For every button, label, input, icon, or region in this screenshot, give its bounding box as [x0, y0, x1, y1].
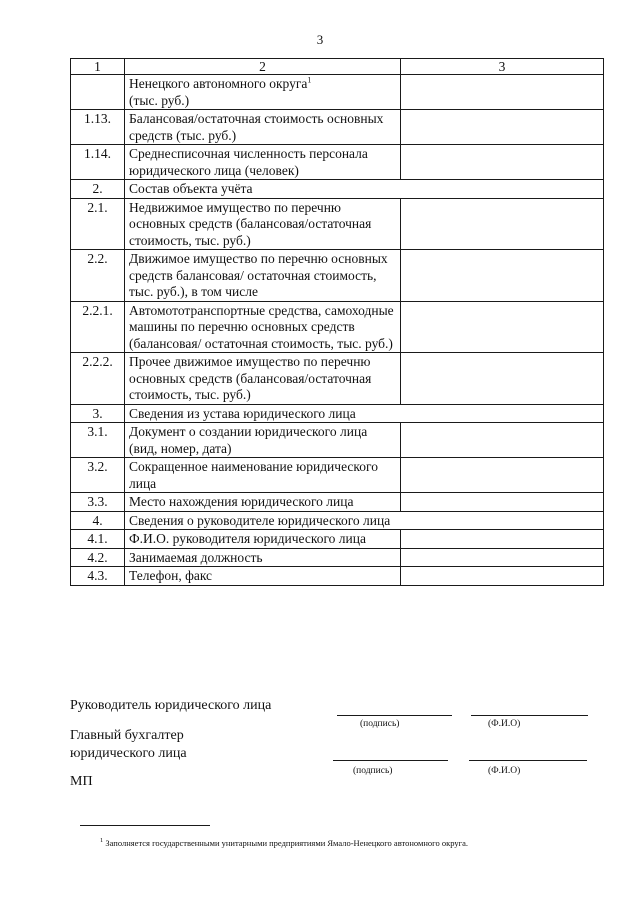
head-name-line: [471, 715, 588, 716]
row-label: Автомототранспортные средства, самоходные машины по перечню основных средств (балансовая/ остаточная стоимость, тыс. руб.): [125, 301, 401, 353]
accountant-label-line-2: юридического лица: [70, 746, 187, 761]
table-row: [71, 301, 604, 353]
head-signature-caption: (подпись): [360, 719, 400, 729]
row-value-cell[interactable]: [401, 423, 604, 458]
table-row: [71, 493, 604, 512]
row-number: 3.3.: [71, 493, 125, 512]
row-label: Прочее движимое имущество по перечню основных средств (балансовая/остаточная стоимость, тыс. руб.): [125, 353, 401, 405]
row-label: Документ о создании юридического лица (вид, номер, дата): [125, 423, 401, 458]
head-signature-label: Руководитель юридического лица: [70, 698, 272, 713]
row-number: 1.14.: [71, 145, 125, 180]
row-label-unit: (тыс. руб.): [129, 92, 190, 108]
row-number: 3.: [71, 404, 125, 423]
form-table: [70, 58, 604, 586]
row-number: 3.2.: [71, 458, 125, 493]
row-number: 2.2.: [71, 250, 125, 302]
table-row: [71, 145, 604, 180]
table-row: [71, 530, 604, 549]
row-label-text: Ненецкого автономного округа: [129, 76, 308, 91]
table-row: [71, 198, 604, 250]
row-number: 2.2.2.: [71, 353, 125, 405]
stamp-label: МП: [70, 774, 93, 789]
row-value-cell[interactable]: [401, 145, 604, 180]
row-label: [125, 75, 401, 110]
accountant-signature-line: [333, 760, 448, 761]
row-label: Недвижимое имущество по перечню основных средств (балансовая/остаточная стоимость, тыс. руб.): [125, 198, 401, 250]
accountant-signature-caption: (подпись): [353, 766, 393, 776]
header-col-3: 3: [401, 59, 604, 75]
row-label: Состав объекта учёта: [125, 180, 604, 199]
table-row: [71, 458, 604, 493]
row-value-cell[interactable]: [401, 75, 604, 110]
row-number: 2.2.1.: [71, 301, 125, 353]
row-label: Сведения из устава юридического лица: [125, 404, 604, 423]
row-number: 4.1.: [71, 530, 125, 549]
footnote-reference: 1: [307, 75, 312, 85]
accountant-name-line: [469, 760, 587, 761]
row-number: 4.3.: [71, 567, 125, 586]
footnote-mark: 1: [100, 837, 104, 845]
table-row: [71, 75, 604, 110]
row-number: 2.: [71, 180, 125, 199]
row-value-cell[interactable]: [401, 353, 604, 405]
row-number: 4.: [71, 511, 125, 530]
table-row: [71, 110, 604, 145]
footnote-text: Заполняется государственными унитарными предприятиями Ямало-Ненецкого автономного округа.: [105, 838, 468, 848]
row-label: Сокращенное наименование юридического лица: [125, 458, 401, 493]
table-row: [71, 548, 604, 567]
head-name-caption: (Ф.И.О): [488, 719, 521, 729]
row-number: 2.1.: [71, 198, 125, 250]
row-label: Занимаемая должность: [125, 548, 401, 567]
table-row: [71, 353, 604, 405]
accountant-name-caption: (Ф.И.О): [488, 766, 521, 776]
table-row: [71, 423, 604, 458]
row-label: Движимое имущество по перечню основных средств балансовая/ остаточная стоимость, тыс. руб.), в том числе: [125, 250, 401, 302]
row-value-cell[interactable]: [401, 198, 604, 250]
row-number: [71, 75, 125, 110]
row-label: Ф.И.О. руководителя юридического лица: [125, 530, 401, 549]
header-col-1: 1: [71, 59, 125, 75]
table-row: [71, 567, 604, 586]
table-row: [71, 250, 604, 302]
header-col-2: 2: [125, 59, 401, 75]
row-value-cell[interactable]: [401, 548, 604, 567]
row-label: Балансовая/остаточная стоимость основных средств (тыс. руб.): [125, 110, 401, 145]
row-label: Среднесписочная численность персонала юридического лица (человек): [125, 145, 401, 180]
accountant-label-line-1: Главный бухгалтер: [70, 728, 184, 743]
row-value-cell[interactable]: [401, 567, 604, 586]
row-number: 1.13.: [71, 110, 125, 145]
table-section-row: [71, 180, 604, 199]
page-number: 3: [316, 32, 324, 47]
row-number: 4.2.: [71, 548, 125, 567]
row-number: 3.1.: [71, 423, 125, 458]
row-value-cell[interactable]: [401, 110, 604, 145]
row-label: Место нахождения юридического лица: [125, 493, 401, 512]
row-label: Сведения о руководителе юридического лица: [125, 511, 604, 530]
head-signature-line: [337, 715, 452, 716]
footnote: [100, 838, 468, 848]
row-value-cell[interactable]: [401, 301, 604, 353]
table-header-row: [71, 59, 604, 75]
row-value-cell[interactable]: [401, 530, 604, 549]
row-value-cell[interactable]: [401, 458, 604, 493]
table-section-row: [71, 404, 604, 423]
row-value-cell[interactable]: [401, 493, 604, 512]
row-label: Телефон, факс: [125, 567, 401, 586]
table-section-row: [71, 511, 604, 530]
row-value-cell[interactable]: [401, 250, 604, 302]
footnote-rule: [80, 825, 210, 826]
